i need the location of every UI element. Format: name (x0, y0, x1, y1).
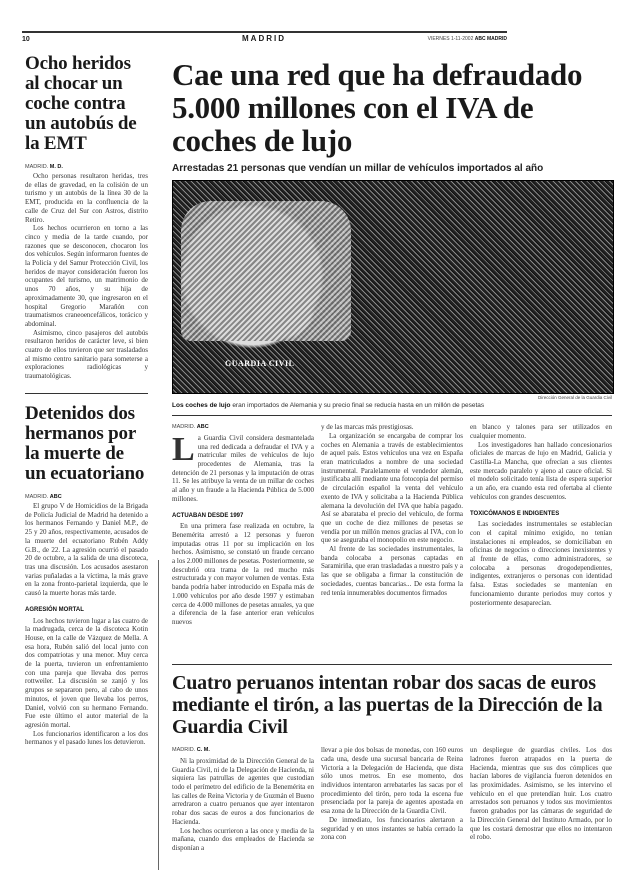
subhead: ACTUABAN DESDE 1997 (172, 512, 244, 519)
column-3 (470, 423, 612, 626)
column-1 (172, 746, 314, 852)
byline-author: ABC (49, 494, 62, 501)
byline-place: MADRID. (172, 747, 196, 754)
header-rule (22, 31, 507, 33)
paragraph: un despliegue de guardias civiles. Los dos ladrones fueron atrapados en la puerta de Hacienda, mientras que sus dos cómplices que hacían labores de vigilancia fueron detenidos en las proximidades. Asimismo, se les intervino el vehículo en el que pretendían huir. Los cuatro arrestados son peruanos y todos sus movimientos fueron grabados por las cámaras de seguridad de la Dirección General del Instituto Armado, por lo que les costará demostrar que ellos no intentaron el robo. (470, 746, 612, 842)
byline-author: M. D. (49, 164, 63, 170)
paragraph: Las sociedades instrumentales se establecían con el capital mínimo exigido, no tenían instalaciones ni empleados, se domiciliaban en oficinas de negocios o direcciones inexistentes y al frente de ellas, como administradores, se colocaba a personas drogodependientes, indigentes, extranjeros o personas con identidad falsa. Estas sociedades se mantenían en funcionamiento durante periodos muy cortos y posteriormente desaparecían. (470, 520, 612, 607)
paragraph: Al frente de las sociedades instrumentales, la banda colocaba a personas captadas en Saramiriña, que eran trasladadas a nuestro país y a las que se obligaba a firmar la constitución de sociedades, cuentas bancarias... De esta forma la red tenía innumerables documentos firmados (321, 545, 463, 597)
paragraph: a Guardia Civil considera desmantelada una red dedicada a defraudar el IVA y a matricular miles de vehículos de lujo procedentes de Alemania, tras la detención de 21 personas y la imputación de otras 11. Se les atribuye la venta de un millar de coches al año y un fraude a la Hacienda Pública de 5.000 millones. (172, 433, 314, 503)
paragraph: La organización se encargaba de comprar los coches en Alemania a través de establecimientos de aquel país. Estos vehículos una vez en España eran matriculados a nombre de una sociedad instrumental. Paralelamente el vendedor alemán, justificaba allí mediante una fotocopia del permiso de circulación español la venta del vehículo exento de IVA y solicitaba a la Hacienda Pública alemana la devolución del IVA que había pagado. Así se abarataba el precio del vehículo, de forma que un coche de diez millones de pesetas se vendía por un millón menos gracias al IVA, con lo que se aseguraba el monopolio en este negocio. (321, 431, 463, 545)
byline-author: C. M. (196, 747, 210, 754)
byline-place: MADRID. (25, 494, 49, 501)
column-3 (470, 746, 612, 852)
headline: Ocho heridos al chocar un coche contra un autobús de la EMT (25, 53, 137, 154)
byline (172, 423, 314, 432)
column-rule (158, 560, 159, 870)
headline: Cuatro peruanos intentan robar dos sacas de euros mediante el tirón, a las puertas de la Dirección de la Guardia Civil (172, 672, 603, 739)
deck: Arrestadas 21 personas que vendían un millar de vehículos importados al año (172, 163, 544, 174)
paragraph: llevar a pie dos bolsas de monedas, con 160 euros cada una, desde una sucursal bancaria de Reina Victoria a la Delegación de Hacienda, que dista sólo unos metros. En ese momento, dos individuos intentaron arrebatarles las sacas por el procedimiento del tirón, pero toda la escena fue presenciada por la pareja de agentes apostada en esa zona de la Dirección de la Guardia Civil. (321, 746, 463, 816)
left-column (25, 54, 148, 747)
date: VIERNES 1-11-2002 (427, 36, 474, 42)
paragraph: Asimismo, cinco pasajeros del autobús resultaron heridos de carácter leve, si bien cuatro de ellos tuvieron que ser trasladados al mismo centro sanitario para someterse a exploraciones radiológicas y traumatológicas. (25, 328, 148, 381)
paragraph: Ni la proximidad de la Dirección General de la Guardia Civil, ni de la Delegación de Hacienda, ni siquiera las patrullas de agentes que custodian todo el perímetro del edificio de la Benemérita en las calles de Reina Victoria y de Guzmán el Bueno arredraron a cuatro peruanos que ayer intentaron robar dos sacas de euros a dos funcionarios de Hacienda. (172, 756, 314, 826)
paragraph: De inmediato, los funcionarios alertaron a seguridad y en unos instantes se había cerrado la zona con (321, 815, 463, 842)
paragraph: El grupo V de Homicidios de la Brigada de Policía Judicial de Madrid ha detenido a los hermanos Fernando y Daniel M.P., de 25 y 20 años, respectivamente, acusados de la muerte del ecuatoriano Rubén Addy G.B., de 22. La agresión ocurrió el pasado 20 de octubre, a la salida de una discoteca, tras una discusión. Los acusados asestaron varias puñaladas a la víctima, la más grave en la zona fronto-parietal izquierda, que le causó la muerte horas más tarde. (25, 502, 148, 598)
paragraph: En una primera fase realizada en octubre, la Benemérita arrestó a 12 personas y fueron imputadas otras 11 por su implicación en los hechos. Asimismo, se constató un fraude cercano a los 2.000 millones de pesetas. Posteriormente, se descubrió otra trama de la red mucho más estructurada y con mayor volumen de ventas. Esta banda podría haber introducido en España más de 1.000 vehículos por año desde 1997 y estimaban cerca de 4.000 millones de pesetas anuales, ya que a diferencia de la fase anterior eran vehículos nuevos (172, 522, 314, 626)
divider (172, 664, 612, 665)
photo-credit: Dirección General de la Guardia Civil (537, 395, 612, 400)
caption-text: eran importados de Alemania y su precio final se reducía hasta en un millón de pesetas (230, 402, 485, 409)
column-2 (321, 423, 463, 626)
divider (172, 415, 612, 416)
photo-plate-text: GUARDIA CIVIL (225, 359, 295, 368)
photo-luxury-cars (172, 180, 614, 394)
page-header (22, 28, 507, 48)
paragraph: Los funcionarios identificaron a los dos hermanos y el pasado lunes los detuvieron. (25, 729, 148, 747)
bottom-article (172, 664, 612, 853)
dateline (428, 36, 507, 42)
page-number: 10 (22, 36, 30, 43)
caption-lead: Los coches de lujo (172, 402, 231, 409)
main-article (172, 58, 612, 627)
byline (172, 746, 314, 755)
article-body (25, 502, 148, 747)
main-headline: Cae una red que ha defraudado 5.000 millones con el IVA de coches de lujo (172, 57, 583, 158)
article-bus-crash (25, 54, 148, 381)
paragraph: Los hechos ocurrieron a las once y media de la mañana, cuando dos empleados de Hacienda se disponían a (172, 826, 314, 852)
byline-place: MADRID. (25, 164, 49, 170)
publication-name: ABC MADRID (474, 36, 507, 42)
byline (25, 494, 148, 500)
article-body (25, 172, 148, 381)
byline-place: MADRID. (172, 424, 196, 431)
photo-caption (172, 402, 612, 409)
subhead: AGRESIÓN MORTAL (25, 606, 84, 613)
paragraph: Los investigadores han hallado concesionarios oficiales de marcas de lujo en Madrid, Galicia y Castilla-La Mancha, que ofrecían a sus clientes este mercado paralelo y ajeno al cauce oficial. Si el modelo solicitado tenía lista de espera superior a un año, era cuando esta red ofertaba al cliente vehículos con grandes descuentos. (470, 440, 612, 501)
byline (25, 164, 148, 170)
paragraph: Los hechos tuvieron lugar a las cuatro de la madrugada, cerca de la discoteca Kotin House, en la calle de Vázquez de Mella. A esa hora, Rubén salió del local junto con dos compatriotas y una menor. Muy cerca de la puerta, tuvieron un enfrentamiento con una pareja que llevaba dos perros rottweiler. La discusión se zanjó y los grupos se separaron pero, al cabo de unos minutos, el joven que llevaba los perros, Daniel, volvió con su hermano Fernando. Fue este último el autor material de la agresión mortal. (25, 616, 148, 729)
paragraph: Ocho personas resultaron heridas, tres de ellas de gravedad, en la colisión de un turismo y un autobús de la línea 30 de la EMT, producida en la confluencia de la calle de Cruz del Sur con Astros, distrito Retiro. (25, 172, 148, 224)
car-image (181, 201, 351, 341)
column-1 (172, 423, 314, 626)
paragraph: Los hechos ocurrieron en torno a las cinco y media de la tarde cuando, por razones que se desconocen, chocaron los dos vehículos. Según informaron fuentes de la Policía y del Samur Protección Civil, los heridos de mayor consideración fueron los ocupantes del turismo, un matrimonio de unos 70 años, y su hija de aproximadamente 30, que ingresaron en el hospital Gregorio Marañón con traumatismos craneoencefálicos, torácico y abdominal. (25, 224, 148, 328)
article-ecuadorian-death (25, 404, 148, 747)
byline-author: ABC (196, 424, 209, 431)
section-title: MADRID (242, 34, 286, 43)
paragraph: en blanco y talones para ser utilizados en cualquier momento. (470, 423, 612, 440)
column-2 (321, 746, 463, 852)
headline: Detenidos dos hermanos por la muerte de un ecuatoriano (25, 403, 145, 485)
drop-cap: L (172, 430, 195, 468)
subhead: TOXICÓMANOS E INDIGENTES (470, 510, 560, 517)
paragraph: y de las marcas más prestigiosas. (321, 423, 414, 432)
divider (25, 393, 148, 394)
article-columns (172, 423, 612, 626)
article-columns (172, 746, 612, 852)
